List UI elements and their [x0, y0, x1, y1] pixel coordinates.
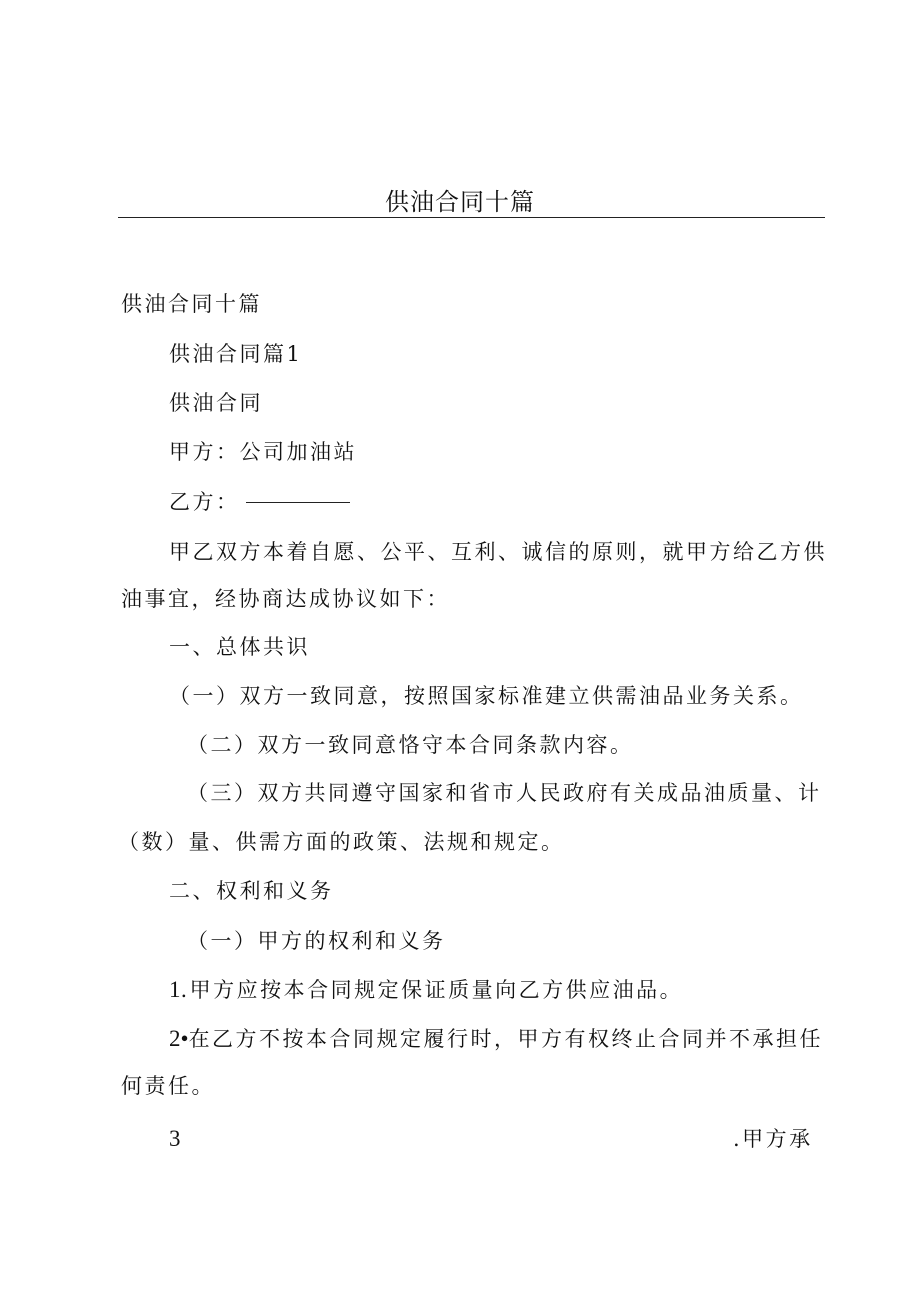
clause-3-number: 3	[169, 1126, 181, 1151]
clause-2-continuation: 何责任。	[121, 1074, 215, 1098]
section-1-item-3-line-2: （数）量、供需方面的政策、法规和规定。	[118, 830, 565, 854]
document-title: 供油合同十篇	[385, 188, 535, 216]
clause-2	[169, 1024, 823, 1054]
section-1-item-1: （一）双方一致同意，按照国家标准建立供需油品业务关系。	[169, 684, 804, 708]
section-2-heading: 二、权利和义务	[169, 879, 334, 903]
contract-name-line: 供油合同	[169, 391, 263, 415]
clause-3-text: .甲方承	[733, 1127, 813, 1151]
clause-2-number: 2•	[169, 1026, 189, 1051]
section-1-item-2: （二）双方一致同意恪守本合同条款内容。	[187, 733, 634, 757]
clause-1-text: .甲方应按本合同规定保证质量向乙方供应油品。	[180, 978, 684, 1002]
heading-line: 供油合同十篇	[121, 292, 262, 316]
intro-line-1: 甲乙双方本着自愿、公平、互利、诚信的原则，就甲方给乙方供	[169, 540, 827, 564]
section-2-subheading: （一）甲方的权利和义务	[187, 929, 446, 953]
intro-line-2: 油事宜，经协商达成协议如下：	[121, 587, 450, 611]
party-a-line: 甲方：公司加油站	[169, 440, 357, 464]
party-b-blank-field	[246, 501, 350, 503]
clause-2-text: 在乙方不按本合同规定履行时，甲方有权终止合同并不承担任	[188, 1027, 824, 1051]
article-title-line: 供油合同篇1	[169, 342, 303, 366]
title-divider	[118, 217, 825, 218]
clause-1-number: 1	[169, 977, 181, 1002]
clause-1	[169, 975, 683, 1005]
party-b-label: 乙方：	[169, 490, 240, 514]
section-1-heading: 一、总体共识	[169, 635, 310, 659]
party-b-line	[169, 487, 350, 517]
section-1-item-3-line-1: （三）双方共同遵守国家和省市人民政府有关成品油质量、计	[187, 781, 822, 805]
